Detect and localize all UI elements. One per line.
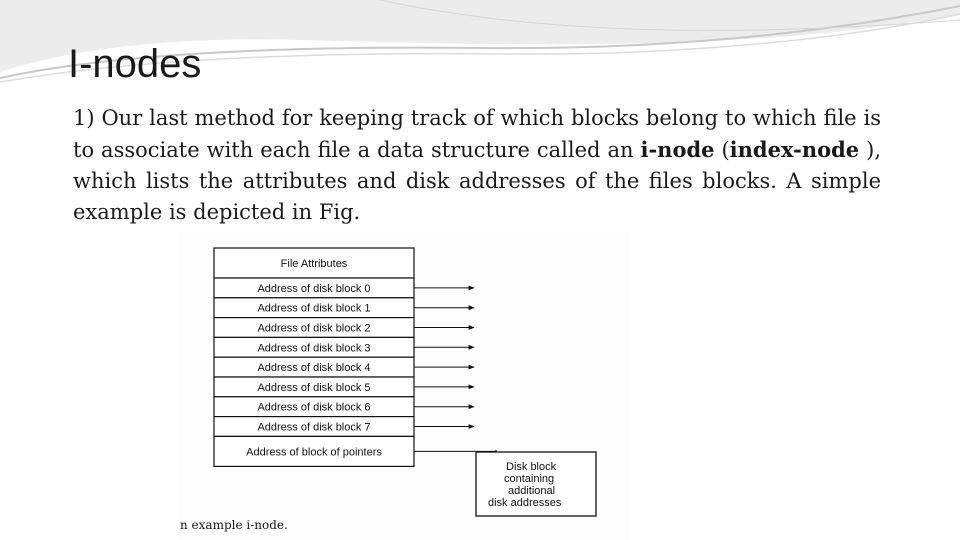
- address-label: Address of disk block 2: [257, 322, 371, 335]
- slide-body-paragraph: [73, 103, 881, 228]
- slide-title: I-nodes: [68, 42, 202, 86]
- disk-block-line: Disk block: [506, 461, 557, 473]
- address-label: Address of disk block 4: [257, 362, 371, 375]
- disk-block-box: [476, 452, 596, 516]
- term-i-node: i-node: [640, 137, 715, 162]
- address-label: Address of disk block 6: [257, 401, 371, 414]
- address-label: Address of disk block 1: [257, 302, 371, 315]
- pointer-block-arrow: [414, 450, 496, 451]
- paragraph-text: 1) Our last method for keeping track of which blocks belong to which file is to associate with each file a data structure called an: [73, 106, 881, 162]
- address-label: Address of disk block 0: [257, 282, 371, 295]
- disk-block-line: disk addresses: [488, 497, 562, 509]
- address-label: Address of disk block 7: [257, 421, 371, 434]
- address-label: Address of block of pointers: [246, 446, 382, 459]
- disk-block-line: containing: [504, 473, 555, 485]
- file-attributes-label: File Attributes: [280, 258, 348, 270]
- term-index-node: index-node: [729, 137, 860, 162]
- disk-block-line: additional: [508, 485, 556, 497]
- i-node-diagram: [178, 230, 630, 520]
- paragraph-text: ), which lists the attributes and disk addresses of the files blocks. A simple example is depicted in Fig.: [73, 138, 881, 224]
- address-label: Address of disk block 5: [257, 381, 371, 394]
- figure-caption: n example i-node.: [180, 518, 288, 532]
- address-label: Address of disk block 3: [257, 342, 371, 355]
- i-node-figure: [178, 230, 630, 540]
- paragraph-text: (: [714, 138, 730, 162]
